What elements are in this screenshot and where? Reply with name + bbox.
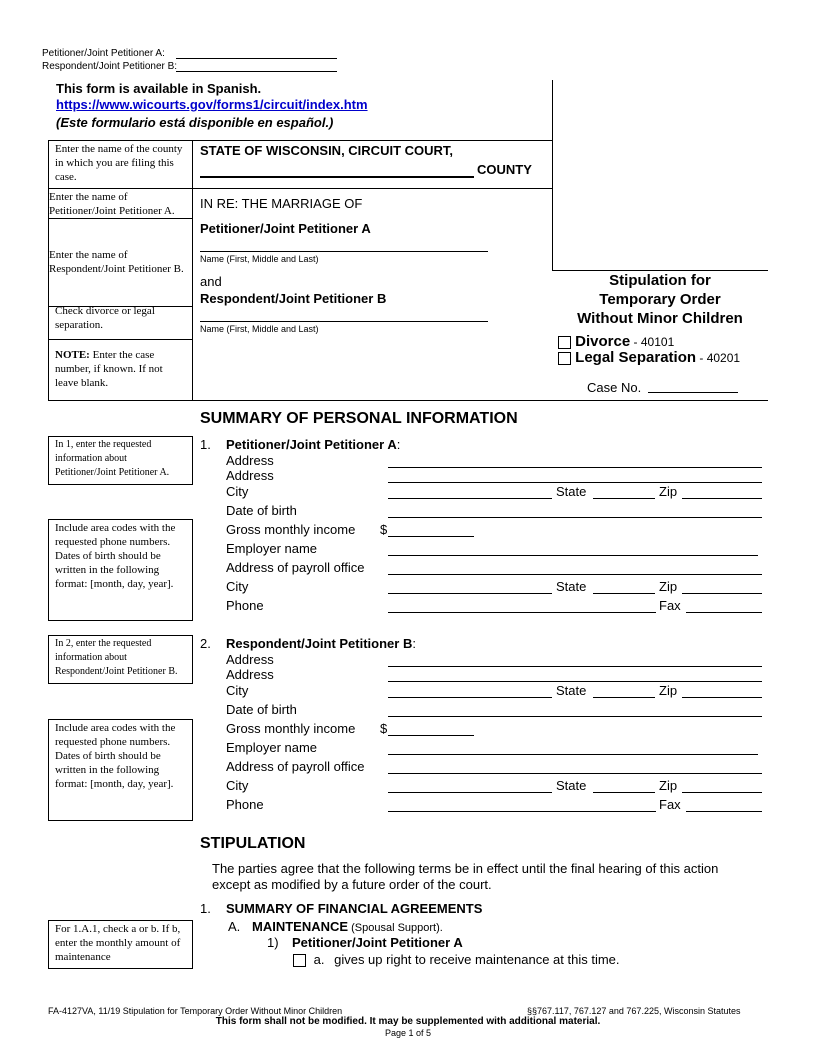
caption-bottom-rule bbox=[48, 400, 768, 401]
caption-mid-divider bbox=[192, 140, 193, 400]
a-payroll-city-field[interactable] bbox=[388, 593, 552, 594]
b-dollar-sign: $ bbox=[380, 721, 388, 736]
a-income-label: Gross monthly income bbox=[226, 522, 356, 537]
b-fax-label: Fax bbox=[659, 797, 681, 812]
a-employer-label: Employer name bbox=[226, 541, 318, 556]
a-address-2-label: Address bbox=[226, 468, 274, 483]
b-fax-field[interactable] bbox=[686, 811, 762, 812]
a-address-2-field[interactable] bbox=[388, 482, 762, 483]
party-a-colon: : bbox=[396, 437, 401, 452]
note-label: NOTE: bbox=[55, 349, 90, 361]
b-state-label: State bbox=[556, 683, 587, 698]
b-address-2-label: Address bbox=[226, 667, 274, 682]
party-b-colon: : bbox=[412, 636, 416, 651]
maintenance-letter: A. bbox=[228, 919, 241, 934]
maintenance-heading bbox=[252, 919, 443, 934]
a-employer-field[interactable] bbox=[388, 555, 758, 556]
b-income-field[interactable] bbox=[388, 735, 474, 736]
b-employer-label: Employer name bbox=[226, 740, 318, 755]
maintenance-subtitle: (Spousal Support). bbox=[348, 922, 443, 934]
court-heading: STATE OF WISCONSIN, CIRCUIT COURT, bbox=[200, 143, 454, 158]
respondent-b-name-field[interactable] bbox=[200, 321, 488, 322]
county-label: COUNTY bbox=[477, 162, 532, 177]
case-number-field[interactable] bbox=[648, 392, 738, 393]
financial-agreements-heading: SUMMARY OF FINANCIAL AGREEMENTS bbox=[226, 901, 483, 916]
case-number-note bbox=[55, 348, 187, 390]
party-b-label: Respondent/Joint Petitioner B bbox=[226, 636, 413, 651]
note-text: Enter the case number, if known. If not leave blank. bbox=[55, 349, 163, 389]
a-payroll-zip-field[interactable] bbox=[682, 593, 762, 594]
section-2-number: 2. bbox=[200, 636, 211, 651]
a-zip-label: Zip bbox=[659, 484, 678, 499]
b-payroll-label: Address of payroll office bbox=[226, 759, 365, 774]
side-note-phone-format-b: Include area codes with the requested phone numbers. Dates of birth should be written in the following format: [month, day, year]. bbox=[48, 719, 193, 821]
b-payroll-state-label: State bbox=[556, 778, 587, 793]
spanish-notice: This form is available in Spanish. bbox=[56, 81, 262, 96]
footer-statutes: §§767.117, 767.127 and 767.225, Wisconsin Statutes bbox=[527, 1006, 741, 1016]
legal-separation-label: Legal Separation bbox=[575, 349, 697, 366]
stipulation-item-1-number: 1. bbox=[200, 901, 211, 916]
petitioner-a-name-hint: Name (First, Middle and Last) bbox=[200, 254, 319, 264]
maintenance-option-a-text: gives up right to receive maintenance at this time. bbox=[334, 952, 620, 967]
respondent-b-name-hint: Name (First, Middle and Last) bbox=[200, 324, 319, 334]
case-number-label: Case No. bbox=[587, 380, 642, 395]
maintenance-option-a-letter: a. bbox=[313, 952, 325, 967]
b-state-field[interactable] bbox=[593, 697, 655, 698]
side-note-party-a: In 1, enter the requested information about Petitioner/Joint Petitioner A. bbox=[48, 436, 193, 485]
a-state-field[interactable] bbox=[593, 498, 655, 499]
petitioner-a-name-field[interactable] bbox=[200, 251, 488, 252]
maintenance-option-a bbox=[293, 952, 620, 967]
b-payroll-zip-field[interactable] bbox=[682, 792, 762, 793]
divorce-code: - 40101 bbox=[630, 335, 675, 349]
petitioner-name-instruction: Enter the name of Petitioner/Joint Petitioner A. bbox=[49, 191, 175, 217]
and-label: and bbox=[200, 274, 222, 289]
side-note-phone-format-a: Include area codes with the requested phone numbers. Dates of birth should be written in the following format: [month, day, year]. bbox=[48, 519, 193, 621]
b-city-field[interactable] bbox=[388, 697, 552, 698]
a-city-label: City bbox=[226, 484, 249, 499]
form-title-line-1: Stipulation for bbox=[609, 272, 711, 289]
b-zip-label: Zip bbox=[659, 683, 678, 698]
a-phone-label: Phone bbox=[226, 598, 264, 613]
b-income-label: Gross monthly income bbox=[226, 721, 356, 736]
caption-rule-3 bbox=[48, 218, 192, 219]
legal-separation-code: - 40201 bbox=[696, 351, 741, 365]
a-phone-field[interactable] bbox=[388, 612, 656, 613]
divorce-instruction: Check divorce or legal separation. bbox=[55, 305, 155, 331]
side-note-party-b: In 2, enter the requested information about Respondent/Joint Petitioner B. bbox=[48, 635, 193, 684]
b-dob-field[interactable] bbox=[388, 716, 762, 717]
b-payroll-city-field[interactable] bbox=[388, 792, 552, 793]
b-zip-field[interactable] bbox=[682, 697, 762, 698]
a-address-1-field[interactable] bbox=[388, 467, 762, 468]
petitioner-header-field[interactable] bbox=[176, 58, 337, 59]
in-re-heading: IN RE: THE MARRIAGE OF bbox=[200, 196, 363, 211]
form-title-line-3: Without Minor Children bbox=[577, 310, 743, 327]
footer-form-id: FA-4127VA, 11/19 Stipulation for Temporary Order Without Minor Children bbox=[48, 1006, 343, 1016]
a-payroll-state-field[interactable] bbox=[593, 593, 655, 594]
section-1-number: 1. bbox=[200, 437, 211, 452]
a-payroll-zip-label: Zip bbox=[659, 579, 678, 594]
a-payroll-state-label: State bbox=[556, 579, 587, 594]
a-income-field[interactable] bbox=[388, 536, 474, 537]
respondent-header-label: Respondent/Joint Petitioner B: bbox=[42, 61, 178, 72]
b-payroll-state-field[interactable] bbox=[593, 792, 655, 793]
party-b-heading bbox=[226, 636, 416, 651]
b-address-1-label: Address bbox=[226, 652, 274, 667]
stipulation-intro: The parties agree that the following terms be in effect until the final hearing of this action except as modified by a future order of the court. bbox=[212, 861, 719, 892]
a-payroll-label: Address of payroll office bbox=[226, 560, 365, 575]
maintenance-option-a-checkbox[interactable] bbox=[293, 954, 306, 967]
county-instruction: Enter the name of the county in which you are filing this case. bbox=[55, 143, 183, 183]
maintenance-label: MAINTENANCE bbox=[252, 919, 349, 934]
a-dollar-sign: $ bbox=[380, 522, 388, 537]
legal-separation-checkbox[interactable] bbox=[558, 352, 571, 365]
a-fax-label: Fax bbox=[659, 598, 681, 613]
a-payroll-city-label: City bbox=[226, 579, 249, 594]
b-address-2-field[interactable] bbox=[388, 681, 762, 682]
party-a-label: Petitioner/Joint Petitioner A bbox=[226, 437, 397, 452]
county-field[interactable] bbox=[200, 176, 474, 178]
b-dob-label: Date of birth bbox=[226, 702, 297, 717]
b-phone-field[interactable] bbox=[388, 811, 656, 812]
maintenance-sub-1-party: Petitioner/Joint Petitioner A bbox=[292, 935, 463, 950]
a-state-label: State bbox=[556, 484, 587, 499]
respondent-name-instruction: Enter the name of Respondent/Joint Petitioner B. bbox=[49, 249, 184, 275]
b-payroll-field[interactable] bbox=[388, 773, 762, 774]
b-address-1-field[interactable] bbox=[388, 666, 762, 667]
respondent-b-caption: Respondent/Joint Petitioner B bbox=[200, 291, 387, 306]
form-title bbox=[552, 271, 768, 328]
caption-rule-5 bbox=[48, 339, 192, 340]
b-payroll-city-label: City bbox=[226, 778, 249, 793]
spanish-notice-es: (Este formulario está disponible en español.) bbox=[56, 115, 334, 130]
side-note-maintenance: For 1.A.1, check a or b. If b, enter the monthly amount of maintenance bbox=[48, 920, 193, 969]
spanish-forms-link[interactable]: https://www.wicourts.gov/forms1/circuit/index.htm bbox=[56, 97, 368, 112]
footer-page-number: Page 1 of 5 bbox=[384, 1028, 432, 1038]
a-payroll-field[interactable] bbox=[388, 574, 762, 575]
a-city-field[interactable] bbox=[388, 498, 552, 499]
maintenance-sub-1-number: 1) bbox=[267, 935, 279, 950]
summary-heading: SUMMARY OF PERSONAL INFORMATION bbox=[200, 410, 518, 427]
a-address-1-label: Address bbox=[226, 453, 274, 468]
a-dob-field[interactable] bbox=[388, 517, 762, 518]
divorce-checkbox[interactable] bbox=[558, 336, 571, 349]
form-title-line-2: Temporary Order bbox=[599, 291, 721, 308]
stipulation-heading: STIPULATION bbox=[200, 835, 306, 852]
b-phone-label: Phone bbox=[226, 797, 264, 812]
petitioner-a-caption: Petitioner/Joint Petitioner A bbox=[200, 221, 371, 236]
divorce-label: Divorce bbox=[575, 333, 631, 350]
caption-top-rule bbox=[48, 140, 552, 141]
divorce-option bbox=[558, 333, 674, 350]
footer-notice: This form shall not be modified. It may be supplemented with additional material. bbox=[215, 1016, 601, 1027]
party-a-heading bbox=[226, 437, 400, 452]
caption-right-divider bbox=[552, 80, 553, 270]
petitioner-header-label: Petitioner/Joint Petitioner A: bbox=[42, 48, 165, 59]
a-zip-field[interactable] bbox=[682, 498, 762, 499]
a-fax-field[interactable] bbox=[686, 612, 762, 613]
respondent-header-field[interactable] bbox=[176, 71, 337, 72]
b-city-label: City bbox=[226, 683, 249, 698]
b-payroll-zip-label: Zip bbox=[659, 778, 678, 793]
b-employer-field[interactable] bbox=[388, 754, 758, 755]
legal-separation-option bbox=[558, 349, 740, 366]
a-dob-label: Date of birth bbox=[226, 503, 297, 518]
caption-rule-2 bbox=[48, 188, 552, 189]
